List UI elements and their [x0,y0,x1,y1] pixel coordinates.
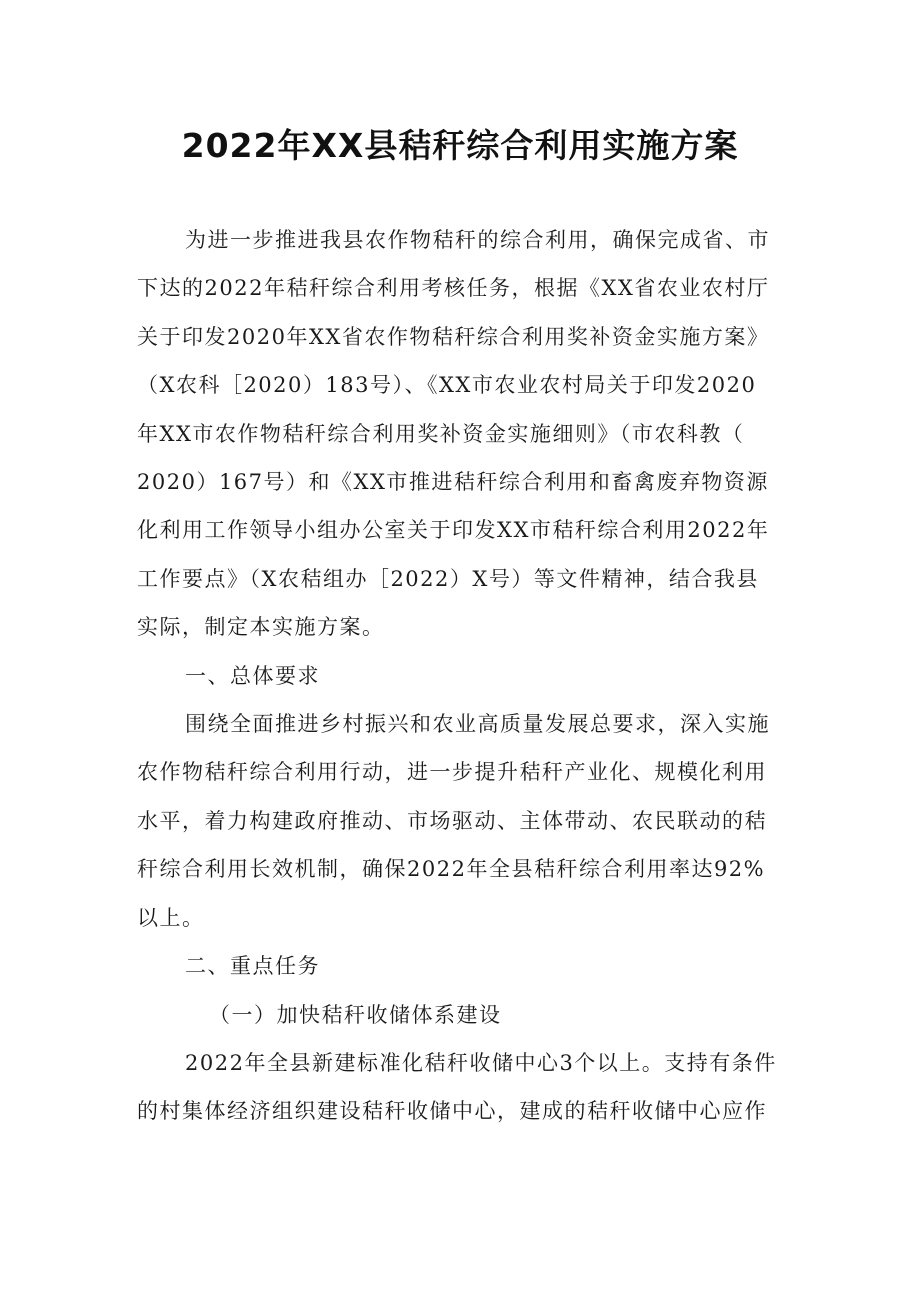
text-line: 农作物秸秆综合利用行动，进一步提升秸秆产业化、规模化利用 [137,760,767,785]
general-requirements-paragraph [137,700,787,942]
text-line: 实际，制定本实施方案。 [137,615,385,640]
text-line: 围绕全面推进乡村振兴和农业高质量发展总要求，深入实施 [185,712,770,737]
text-line: 关于印发2020年XX省农作物秸秆综合利用奖补资金实施方案》 [137,324,770,349]
text-line: 2022年全县新建标准化秸秆收储中心3个以上。支持有条件 [185,1050,777,1075]
text-line: 为进一步推进我县农作物秸秆的综合利用，确保完成省、市 [185,228,770,252]
text-line: 2020）167号）和《XX市推进秸秆综合利用和畜禽废弃物资源 [137,470,769,495]
text-line: 年XX市农作物秸秆综合利用奖补资金实施细则》（市农科教（ [137,421,745,446]
text-line: 工作要点》（X农秸组办［2022）X号）等文件精神，结合我县 [137,566,759,591]
document-body [137,216,787,1136]
subsection-heading-storage-system: （一）加快秸秆收储体系建设 [209,1002,502,1027]
text-line: （X农科［2020）183号）、《XX市农业农村局关于印发2020 [137,373,757,398]
text-line: 的村集体经济组织建设秸秆收储中心，建成的秸秆收储中心应作 [137,1099,767,1124]
section-heading-general-requirements: 一、总体要求 [185,663,320,688]
text-line: 水平，着力构建政府推动、市场驱动、主体带动、农民联动的秸 [137,808,767,833]
text-line: 下达的2022年秸秆综合利用考核任务，根据《XX省农业农村厅 [137,276,770,301]
text-line: 化利用工作领导小组办公室关于印发XX市秸秆综合利用2022年 [137,518,770,543]
intro-paragraph [137,216,787,652]
text-line: 秆综合利用长效机制，确保2022年全县秸秆综合利用率达92% [137,857,766,882]
storage-system-paragraph [137,1039,787,1136]
document-title: 2022年XX县秸秆综合利用实施方案 [181,126,739,165]
section-heading-key-tasks: 二、重点任务 [185,954,320,979]
text-line: 以上。 [137,905,205,930]
